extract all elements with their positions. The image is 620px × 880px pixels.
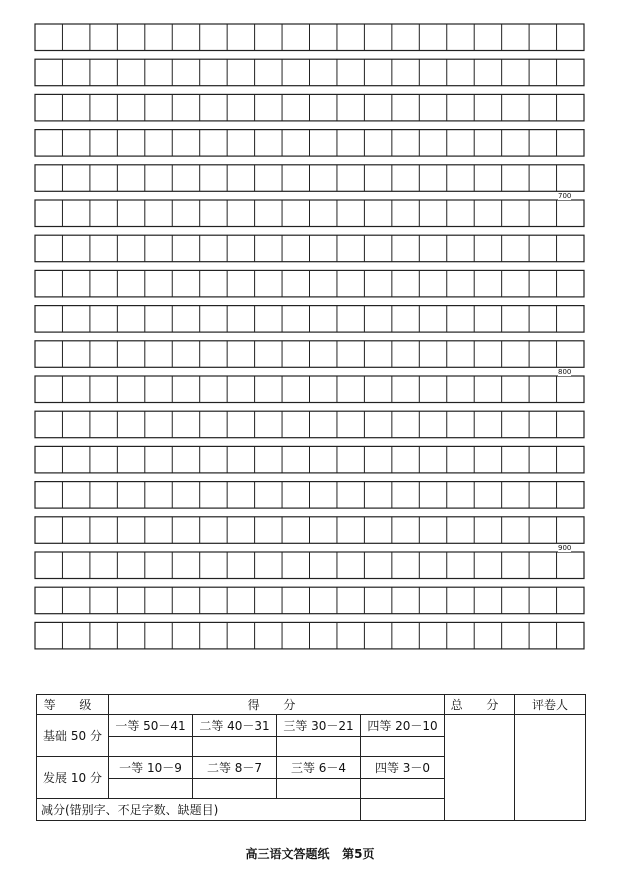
grid-row xyxy=(35,446,584,473)
basic-score-cell-2[interactable] xyxy=(193,737,277,757)
grid-row xyxy=(35,306,584,333)
grid-row xyxy=(35,165,584,192)
grid-row xyxy=(35,200,584,227)
grid-row xyxy=(35,622,584,649)
grid-row xyxy=(35,235,584,262)
dev-level-2: 二等 8－7 xyxy=(193,757,277,779)
deduction-label: 减分(错别字、不足字数、缺题目) xyxy=(37,799,361,821)
total-header: 总 分 xyxy=(445,695,515,715)
deduction-cell[interactable] xyxy=(361,799,445,821)
grid-row xyxy=(35,411,584,438)
grid-row xyxy=(35,94,584,121)
basic-level-2: 二等 40－31 xyxy=(193,715,277,737)
basic-score-cell-4[interactable] xyxy=(361,737,445,757)
word-count-marker: 700 xyxy=(558,192,572,201)
dev-score-cell-1[interactable] xyxy=(109,779,193,799)
reviewer-header: 评卷人 xyxy=(515,695,586,715)
grid-row xyxy=(35,24,584,51)
grid-row xyxy=(35,341,584,368)
dev-level-1: 一等 10－9 xyxy=(109,757,193,779)
grid-row xyxy=(35,376,584,403)
dev-score-cell-2[interactable] xyxy=(193,779,277,799)
grid-row xyxy=(35,552,584,579)
grid-row xyxy=(35,517,584,544)
basic-score-cell-3[interactable] xyxy=(277,737,361,757)
dev-score-cell-3[interactable] xyxy=(277,779,361,799)
total-score-cell[interactable] xyxy=(445,715,515,821)
grid-row xyxy=(35,482,584,509)
development-label: 发展 10 分 xyxy=(37,757,109,799)
basic-level-4: 四等 20－10 xyxy=(361,715,445,737)
basic-label: 基础 50 分 xyxy=(37,715,109,757)
score-table xyxy=(36,694,586,821)
grid-row xyxy=(35,130,584,157)
footer-title: 高三语文答题纸 xyxy=(245,847,330,861)
dev-level-4: 四等 3－0 xyxy=(361,757,445,779)
grid-row xyxy=(35,270,584,297)
basic-score-cell-1[interactable] xyxy=(109,737,193,757)
word-count-marker: 800 xyxy=(558,368,572,377)
dev-level-3: 三等 6－4 xyxy=(277,757,361,779)
word-count-marker: 900 xyxy=(558,544,572,553)
page-footer xyxy=(0,845,620,862)
score-header: 得 分 xyxy=(109,695,445,715)
grid-row xyxy=(35,587,584,614)
grid-row xyxy=(35,59,584,85)
reviewer-cell[interactable] xyxy=(515,715,586,821)
dev-score-cell-4[interactable] xyxy=(361,779,445,799)
grade-header: 等 级 xyxy=(37,695,109,715)
basic-level-1: 一等 50－41 xyxy=(109,715,193,737)
footer-page: 第5页 xyxy=(342,847,375,861)
basic-level-3: 三等 30－21 xyxy=(277,715,361,737)
